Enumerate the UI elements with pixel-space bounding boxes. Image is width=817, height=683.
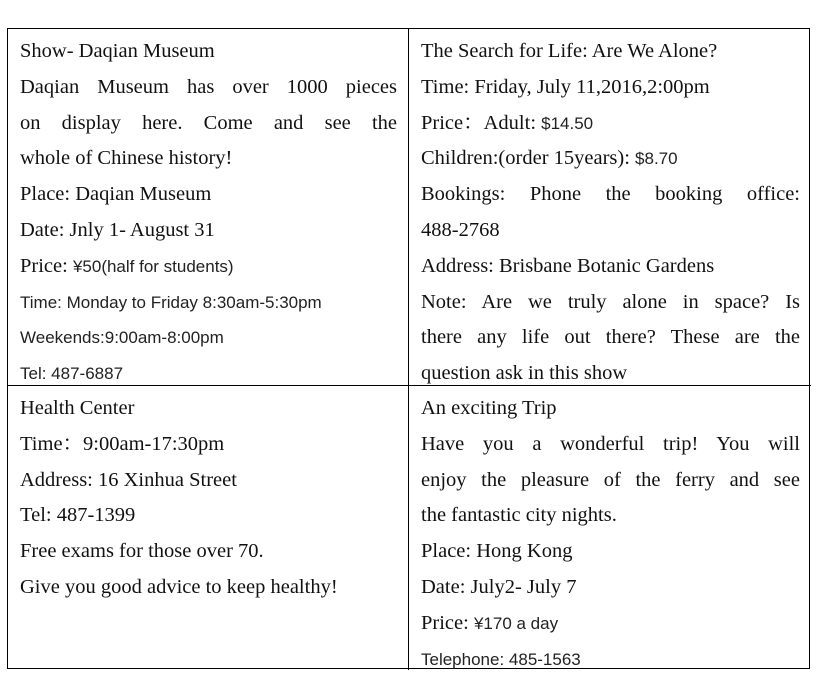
search-life-phone: 488-2768	[421, 218, 500, 241]
trip-price	[421, 606, 800, 642]
search-life-time: Time: Friday, July 11,2016,2:00pm	[421, 75, 710, 98]
search-life-address: Address: Brisbane Botanic Gardens	[421, 254, 715, 277]
health-tel: Tel: 487-1399	[20, 504, 136, 527]
search-life-price-label: Price：Adult:	[421, 111, 537, 134]
health-address: Address: 16 Xinhua Street	[20, 468, 237, 491]
search-life-price-value: $14.50	[541, 113, 594, 133]
health-time: Time：9:00am-17:30pm	[20, 432, 225, 455]
events-table	[7, 28, 810, 669]
trip-place: Place: Hong Kong	[421, 540, 573, 563]
search-life-children-label: Children:(order 15years):	[421, 147, 630, 170]
museum-description-line: Daqian Museum has over 1000 pieces	[20, 75, 397, 98]
museum-time: Time: Monday to Friday 8:30am-5:30pm	[20, 292, 322, 312]
search-life-children-price	[421, 141, 800, 177]
search-life-children-value: $8.70	[635, 149, 678, 169]
museum-cell	[8, 29, 409, 386]
search-life-price	[421, 106, 800, 142]
health-advice: Give you good advice to keep healthy!	[20, 575, 338, 598]
museum-date: Date: Jnly 1- August 31	[20, 218, 215, 241]
health-center-cell	[8, 386, 409, 670]
trip-description-line: enjoy the pleasure of the ferry and see	[421, 468, 800, 491]
trip-description-line: Have you a wonderful trip! You will	[421, 432, 800, 455]
museum-title: Show- Daqian Museum	[20, 40, 215, 62]
museum-place: Place: Daqian Museum	[20, 183, 212, 206]
museum-price-value: ¥50(half for students)	[72, 256, 234, 276]
trip-price-value: ¥170 a day	[473, 613, 559, 633]
search-life-note-line: Note: Are we truly alone in space? Is	[421, 290, 800, 313]
search-life-note-line: question ask in this show	[421, 362, 628, 385]
search-life-title: The Search for Life: Are We Alone?	[421, 40, 718, 62]
health-title: Health Center	[20, 397, 135, 419]
trip-price-label: Price:	[421, 611, 469, 634]
museum-description-line: whole of Chinese history!	[20, 147, 233, 170]
museum-price-label: Price:	[20, 254, 68, 277]
museum-tel: Tel: 487-6887	[20, 364, 124, 384]
trip-telephone: Telephone: 485-1563	[421, 649, 581, 669]
trip-date: Date: July2- July 7	[421, 575, 577, 598]
search-life-note-line: there any life out there? These are the	[421, 326, 800, 349]
trip-title: An exciting Trip	[421, 397, 557, 419]
health-exams: Free exams for those over 70.	[20, 540, 264, 563]
museum-price	[20, 249, 397, 285]
search-life-cell	[409, 29, 811, 386]
museum-description-line: on display here. Come and see the	[20, 111, 397, 134]
trip-description-line: the fantastic city nights.	[421, 504, 617, 527]
museum-weekends: Weekends:9:00am-8:00pm	[20, 328, 224, 348]
trip-cell	[409, 386, 811, 670]
search-life-bookings: Bookings: Phone the booking office:	[421, 183, 800, 206]
